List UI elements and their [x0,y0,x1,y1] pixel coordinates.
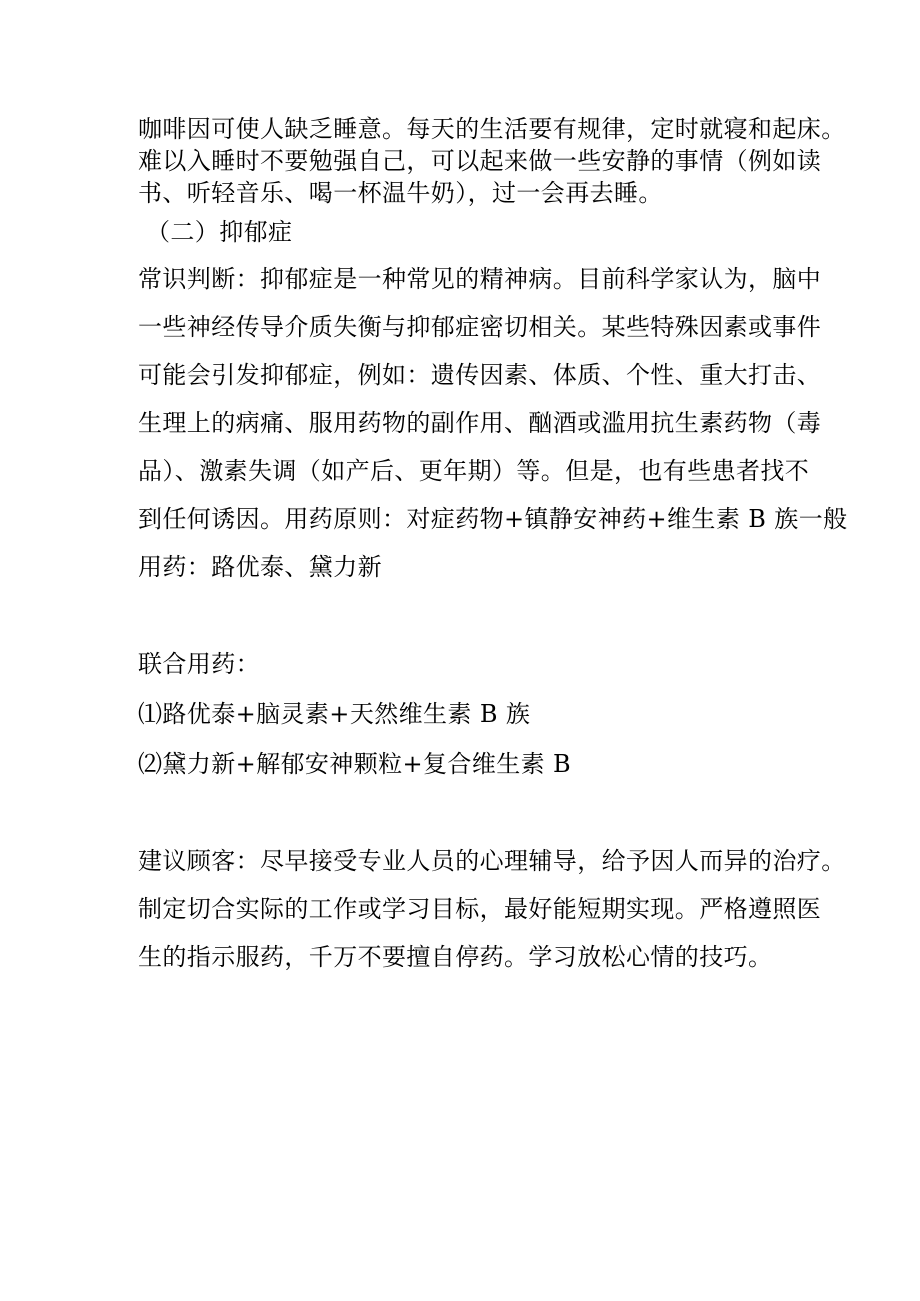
section-line-6: 到任何诱因。用药原则：对症药物+镇静安神药+维生素 B 族一般 [138,505,848,533]
section-line-5: 品）、激素失调（如产后、更年期）等。但是，也有些患者找不 [138,457,810,485]
advice-line-1: 建议顾客：尽早接受专业人员的心理辅导，给予因人而异的治疗。 [138,847,846,875]
intro-line-3: 书、听轻音乐、喝一杯温牛奶），过一会再去睡。 [138,179,663,207]
section-line-4: 生理上的病痛、服用药物的副作用、酗酒或滥用抗生素药物（毒 [138,409,822,437]
combination-item-1: ⑴路优泰+脑灵素+天然维生素 B 族 [138,700,531,728]
section-line-2: 一些神经传导介质失衡与抑郁症密切相关。某些特殊因素或事件 [138,313,822,341]
advice-line-2: 制定切合实际的工作或学习目标，最好能短期实现。严格遵照医 [138,895,822,923]
combination-title: 联合用药： [138,650,260,678]
section-line-7: 用药：路优泰、黛力新 [138,553,382,581]
intro-line-2: 难以入睡时不要勉强自己，可以起来做一些安静的事情（例如读 [138,147,822,175]
section-line-1: 常识判断：抑郁症是一种常见的精神病。目前科学家认为，脑中 [138,265,822,293]
section-line-3: 可能会引发抑郁症，例如：遗传因素、体质、个性、重大打击、 [138,361,822,389]
intro-line-1: 咖啡因可使人缺乏睡意。每天的生活要有规律，定时就寝和起床。 [138,115,846,143]
advice-line-3: 生的指示服药，千万不要擅自停药。学习放松心情的技巧。 [138,943,773,971]
combination-item-2: ⑵黛力新+解郁安神颗粒+复合维生素 B [138,750,572,778]
section-heading: （二）抑郁症 [146,218,293,246]
